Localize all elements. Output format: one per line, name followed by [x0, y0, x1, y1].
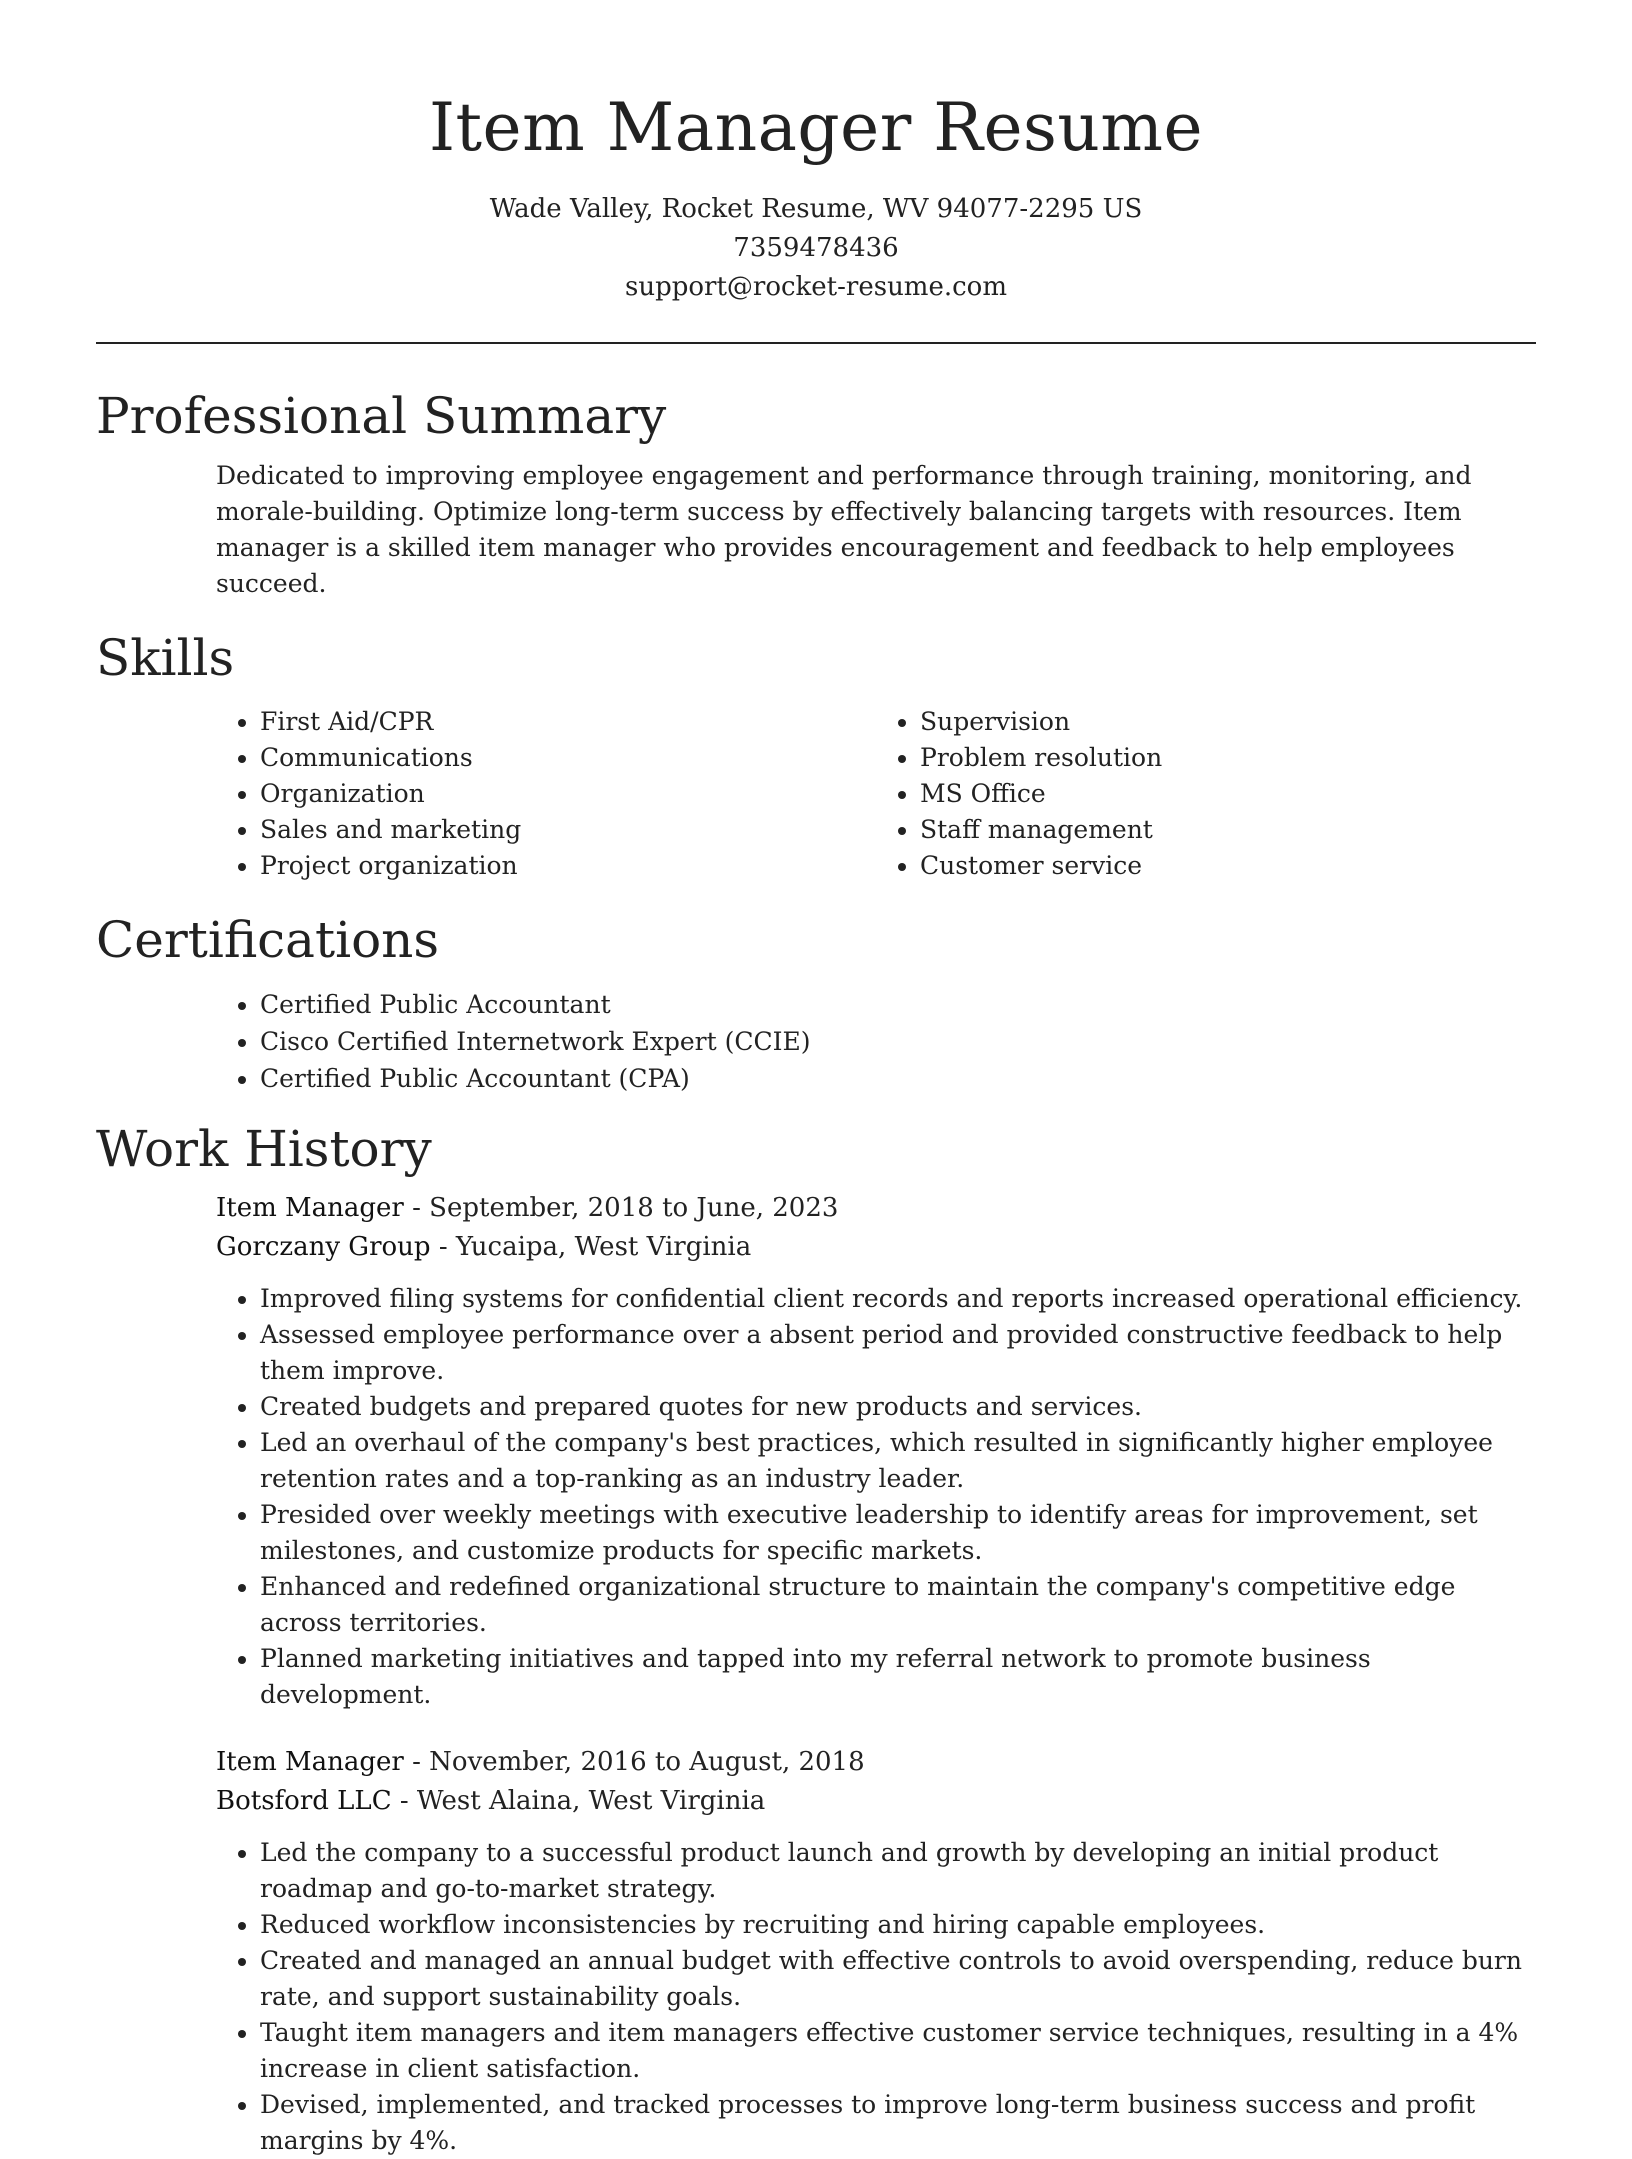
contact-info [96, 190, 1536, 307]
job-company-line [216, 1228, 1536, 1267]
job-bullet: • Planned marketing initiatives and tapped into my referral network to promote business development. [260, 1641, 1536, 1713]
job-location: - Yucaipa, West Virginia [430, 1232, 752, 1262]
job-bullet: • Taught item managers and item managers effective customer service techniques, resulting in a 4% increase in client satisfaction. [260, 2015, 1536, 2087]
job-company: Gorczany Group [216, 1232, 431, 1262]
phone: 7359478436 [733, 233, 899, 263]
skill-item: • Sales and marketing [260, 812, 876, 848]
resume-title: Item Manager Resume [428, 89, 1204, 166]
resume-header [96, 0, 1536, 307]
job-company-line [216, 1782, 1536, 1821]
certification-item: • Certified Public Accountant [260, 986, 1536, 1023]
skill-item: • Project organization [260, 848, 876, 884]
email: support@rocket-resume.com [624, 272, 1007, 302]
skill-item: • Communications [260, 740, 876, 776]
job-bullet: • Devised, implemented, and tracked processes to improve long-term business success and profit margins by 4%. [260, 2087, 1536, 2159]
job-title: Item Manager [216, 1747, 404, 1777]
skills-heading: Skills [96, 629, 235, 687]
certification-item: • Certified Public Accountant (CPA) [260, 1060, 1536, 1097]
skill-item: • Organization [260, 776, 876, 812]
summary-text: Dedicated to improving employee engagement and performance through training, monitoring, and morale-building. Optimize long-term success by effectively balancing targets with resources. Item manager is a skilled item manager who provides encouragement and feedback to help employees succeed. [216, 461, 1472, 598]
job-bullet: • Reduced workflow inconsistencies by recruiting and hiring capable employees. [260, 1907, 1536, 1943]
job-company: Botsford LLC [216, 1786, 392, 1816]
address: Wade Valley, Rocket Resume, WV 94077-2295 US [489, 194, 1143, 224]
job-bullet: • Created and managed an annual budget with effective controls to avoid overspending, reduce burn rate, and support sustainability goals. [260, 1943, 1536, 2015]
skill-item: • Customer service [920, 848, 1536, 884]
job-bullet: • Presided over weekly meetings with executive leadership to identify areas for improvement, set milestones, and customize products for specific markets. [260, 1497, 1536, 1569]
skill-item: • Staff management [920, 812, 1536, 848]
job-bullet: • Led an overhaul of the company's best practices, which resulted in significantly higher employee retention rates and a top-ranking as an industry leader. [260, 1425, 1536, 1497]
job-bullet: • Improved filing systems for confidential client records and reports increased operational efficiency. [260, 1281, 1536, 1317]
job-bullet: • Enhanced and redefined organizational structure to maintain the company's competitive edge across territories. [260, 1569, 1536, 1641]
job-title-line [216, 1189, 1536, 1228]
certification-item: • Cisco Certified Internetwork Expert (CCIE) [260, 1023, 1536, 1060]
job-title: Item Manager [216, 1193, 404, 1223]
job-dates: - November, 2016 to August, 2018 [403, 1747, 865, 1777]
job-bullet: • Assessed employee performance over a absent period and provided constructive feedback to help them improve. [260, 1317, 1536, 1389]
job-entry [216, 1189, 1536, 1713]
skill-item: • Supervision [920, 704, 1536, 740]
job-bullet: • Led the company to a successful product launch and growth by developing an initial product roadmap and go-to-market strategy. [260, 1835, 1536, 1907]
skills-column-right [876, 704, 1536, 884]
job-entry [216, 1743, 1536, 2159]
job-bullet: • Created budgets and prepared quotes for new products and services. [260, 1389, 1536, 1425]
job-title-line [216, 1743, 1536, 1782]
skill-item: • MS Office [920, 776, 1536, 812]
job-bullets [216, 1281, 1536, 1713]
job-dates: - September, 2018 to June, 2023 [403, 1193, 839, 1223]
job-location: - West Alaina, West Virginia [391, 1786, 766, 1816]
skill-item: • First Aid/CPR [260, 704, 876, 740]
skills-list [216, 704, 1536, 884]
job-bullets [216, 1835, 1536, 2159]
skills-column-left [216, 704, 876, 884]
work-history-heading: Work History [96, 1120, 432, 1178]
certifications-list [216, 986, 1536, 1097]
header-divider [96, 342, 1536, 344]
skill-item: • Problem resolution [920, 740, 1536, 776]
summary-heading: Professional Summary [96, 387, 667, 445]
certifications-heading: Certifications [96, 911, 440, 969]
